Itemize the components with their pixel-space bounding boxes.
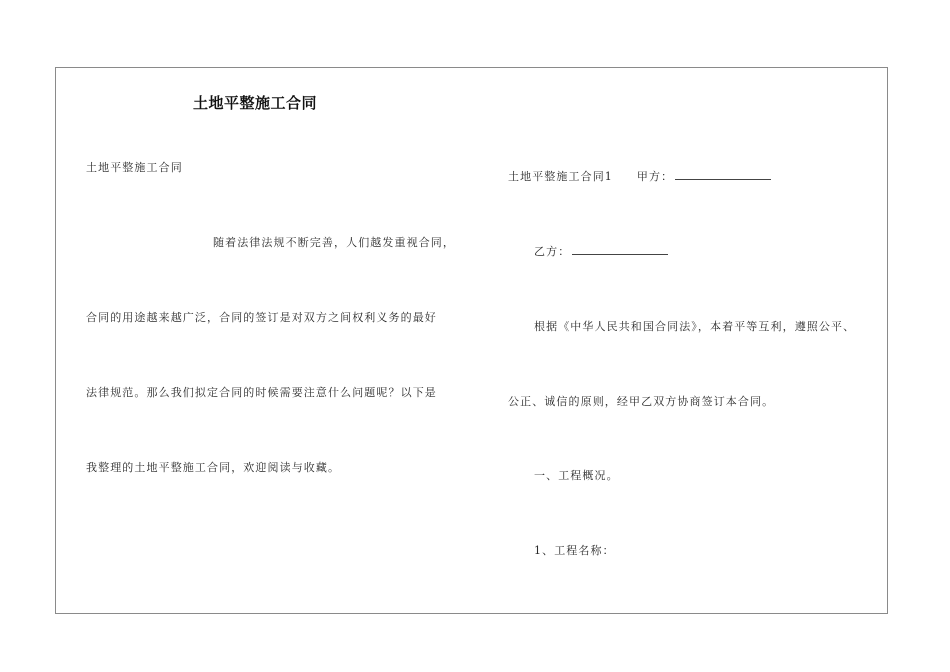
- basis-line-2: 公正、诚信的原则，经甲乙双方协商签订本合同。: [508, 395, 775, 408]
- intro-line-3: 法律规范。那么我们拟定合同的时候需要注意什么问题呢？以下是: [86, 386, 437, 399]
- party-b-row: [534, 243, 668, 259]
- contract-heading-row: [508, 168, 771, 184]
- party-a-label: 甲方：: [636, 170, 674, 183]
- intro-line-2: 合同的用途越来越广泛，合同的签订是对双方之间权利义务的最好: [86, 311, 437, 324]
- basis-line-1: 根据《中华人民共和国合同法》，本着平等互利，遵照公平、: [534, 320, 856, 333]
- section-1-heading: 一、工程概况。: [534, 469, 619, 482]
- page-frame: [55, 67, 888, 614]
- item-1-label: 1、工程名称：: [534, 544, 615, 557]
- party-b-label: 乙方：: [534, 245, 571, 258]
- party-b-blank-line: [572, 244, 668, 255]
- left-subtitle: 土地平整施工合同: [86, 161, 183, 174]
- intro-line-1: 随着法律法规不断完善，人们越发重视合同，: [213, 236, 455, 249]
- contract-heading: 土地平整施工合同1: [508, 170, 613, 183]
- document-title: 土地平整施工合同: [193, 94, 318, 112]
- party-a-blank-line: [675, 169, 771, 180]
- intro-line-4: 我整理的土地平整施工合同，欢迎阅读与收藏。: [86, 461, 341, 474]
